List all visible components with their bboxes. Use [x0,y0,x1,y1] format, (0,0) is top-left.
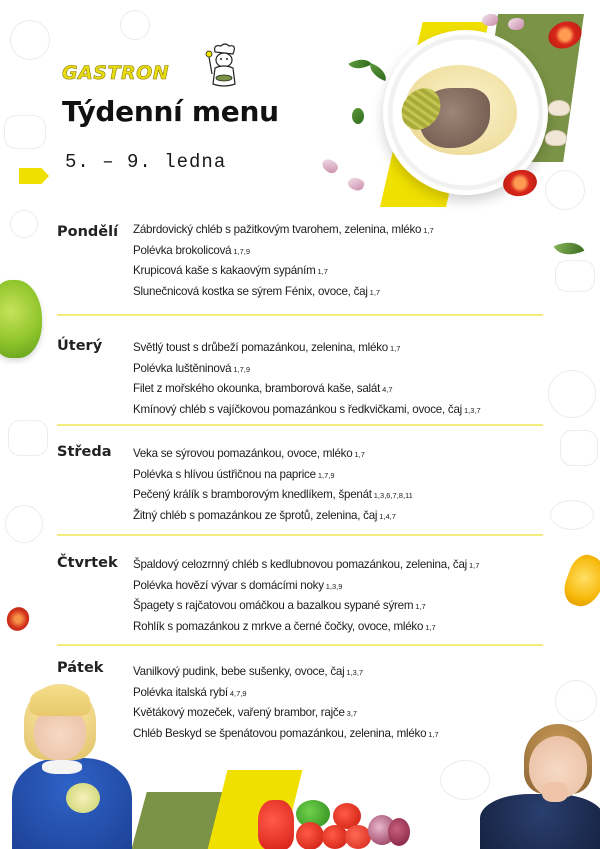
background-doodle [5,505,43,543]
background-doodle [560,430,598,466]
meal-list [133,555,479,637]
cherry-tomato-image [3,603,33,634]
day-separator [57,644,543,646]
meal-list [133,662,439,744]
background-doodle [120,10,150,40]
allergen-codes: 4,7 [382,385,393,394]
background-doodle [10,210,38,238]
background-doodle [545,170,585,210]
basil-bud-image [352,108,364,124]
day-name: Úterý [57,338,103,354]
background-doodle [4,115,46,149]
allergen-codes: 1,7 [428,729,439,739]
garlic-image [320,156,340,175]
allergen-codes: 1,7 [389,344,401,353]
allergen-codes: 1,7 [369,287,381,297]
allergen-codes: 1,3,9 [325,581,343,591]
meal-item: Vanilkový pudink, bebe sušenky, ovoce, čaj 1,3,7 [133,665,364,678]
red-onion-image [388,818,410,846]
allergen-codes: 4,7,9 [229,688,247,698]
garlic-image [346,176,365,193]
meal-item: Polévka hovězí vývar s domácími noky 1,3,9 [133,578,343,592]
background-doodle [550,500,594,530]
meal-item: Kmínový chléb s vajíčkovou pomazánkou s ředkvičkami, ovoce, čaj 1,3,7 [133,402,481,416]
allergen-codes: 1,3,6,7,8,11 [373,491,413,500]
meal-list [133,220,434,302]
meal-item: Polévka brokolicová 1,7,9 [133,243,251,257]
allergen-codes: 1,7 [468,561,480,570]
basil-leaf-image [367,63,390,81]
background-doodle [10,20,50,60]
mushroom-image [545,130,567,146]
meal-item: Rohlík s pomazánkou z mrkve a černé čočky, ovoce, mléko 1,7 [133,619,436,633]
meal-item: Žitný chléb s pomazánkou ze šprotů, zelenina, čaj 1,4,7 [133,508,396,522]
meal-item: Zábrdovický chléb s pažitkovým tvarohem, zelenina, mléko 1,7 [133,223,434,236]
date-marker-arrow-icon [19,168,49,184]
brand-logo: GASTRON [62,62,170,84]
background-doodle [555,680,597,722]
date-range: 5. – 9. ledna [65,151,227,173]
yellow-pepper-image [559,550,600,611]
day-name: Středa [57,444,112,460]
basil-leaf-image [348,54,371,74]
background-doodle [555,260,595,292]
meal-item: Špagety s rajčatovou omáčkou a bazalkou sypané sýrem 1,7 [133,599,426,612]
child-eating-photo [476,722,600,849]
allergen-codes: 1,4,7 [379,511,396,521]
day-separator [57,534,543,536]
day-separator [57,314,543,316]
meal-item: Slunečnicová kostka se sýrem Fénix, ovoce, čaj 1,7 [133,284,381,298]
meal-item: Polévka s hlívou ústřičnou na paprice 1,7,9 [133,467,335,481]
meal-item: Polévka luštěninová 1,7,9 [133,361,251,375]
day-name: Čtvrtek [57,555,118,571]
allergen-codes: 3,7 [346,709,358,718]
basil-leaf-image [554,235,585,261]
meal-list [133,338,481,420]
meal-item: Krupicová kaše s kakaovým sypáním 1,7 [133,264,328,277]
child-eating-apple-photo [0,680,140,849]
meal-item: Světlý toust s drůbeží pomazánkou, zelenina, mléko 1,7 [133,341,401,354]
allergen-codes: 1,7 [415,602,426,611]
chef-mascot-icon [203,42,243,90]
tomato-image [296,822,324,849]
meal-item: Filet z mořského okounka, bramborová kaše, salát 4,7 [133,382,393,395]
meal-item: Květákový mozeček, vařený brambor, rajče 3,7 [133,706,358,719]
day-name: Pátek [57,660,104,676]
meal-item: Polévka italská rybí 4,7,9 [133,685,247,699]
allergen-codes: 1,3,7 [346,668,364,677]
allergen-codes: 1,7 [354,450,365,459]
mushroom-image [548,100,570,116]
allergen-codes: 1,7,9 [317,470,335,480]
red-pepper-image [258,800,294,849]
day-separator [57,424,543,426]
allergen-codes: 1,3,7 [464,405,481,415]
meal-item: Chléb Beskyd se špenátovou pomazánkou, zelenina, mléko 1,7 [133,726,439,740]
allergen-codes: 1,7 [425,622,436,632]
page-title: Týdenní menu [62,95,279,128]
garlic-image [482,14,498,26]
lettuce-image [0,280,42,358]
background-doodle [548,370,596,418]
meal-item: Špaldový celozrnný chléb s kedlubnovou pomazánkou, zelenina, čaj 1,7 [133,558,480,571]
allergen-codes: 1,7 [317,267,328,276]
garlic-image [508,18,524,30]
meal-item: Veka se sýrovou pomazánkou, ovoce, mléko 1,7 [133,447,365,460]
allergen-codes: 1,7,9 [233,364,251,374]
background-doodle [8,420,48,456]
allergen-codes: 1,7,9 [233,246,251,256]
meal-list [133,444,413,526]
meal-item: Pečený králík s bramborovým knedlíkem, špenát 1,3,6,7,8,11 [133,488,413,501]
day-name: Pondělí [57,224,119,240]
allergen-codes: 1,7 [423,226,434,235]
